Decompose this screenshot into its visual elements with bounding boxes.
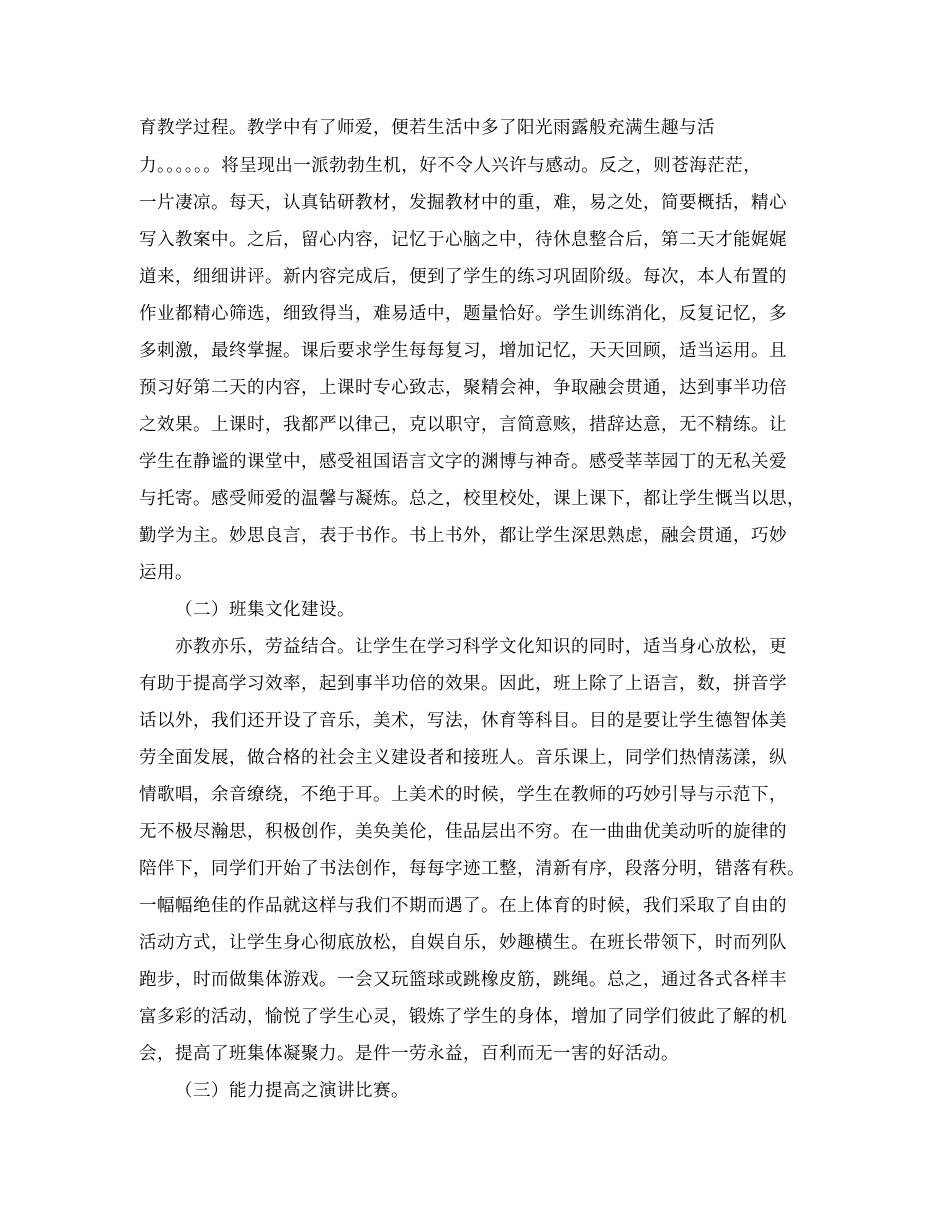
text-line: 会，提高了班集体凝聚力。是件一劳永益，百利而无一害的好活动。 [139,1044,679,1064]
text-line: 陪伴下，同学们开始了书法创作，每每字迹工整，清新有序，段落分明，错落有秩。 [139,859,805,879]
section-heading: （三）能力提高之演讲比赛。 [175,1081,409,1101]
text-line: 亦教亦乐，劳益结合。让学生在学习科学文化知识的同时，适当身心放松，更 [175,637,787,657]
text-line: 话以外，我们还开设了音乐，美术，写法，休育等科目。目的是要让学生德智体美 [139,711,787,731]
text-line: 无不极尽瀚思，积极创作，美奂美伦，佳品层出不穷。在一曲曲优美动听的旋律的 [139,822,787,842]
text-line: 一幅幅绝佳的作品就这样与我们不期而遇了。在上体育的时候，我们采取了自由的 [139,896,787,916]
text-line: 活动方式，让学生身心彻底放松，自娱自乐，妙趣横生。在班长带领下，时而列队 [139,933,787,953]
text-line: 之效果。上课时，我都严以律己，克以职守，言简意赅，措辞达意，无不精练。让 [139,415,787,435]
text-line: 多刺激，最终掌握。课后要求学生每每复习，增加记忆，天天回顾，适当运用。且 [139,341,787,361]
text-line: 作业都精心筛选，细致得当，难易适中，题量恰好。学生训练消化，反复记忆，多 [139,304,787,324]
text-line: 勤学为主。妙思良言，表于书作。书上书外，都让学生深思熟虑，融会贯通，巧妙 [139,526,787,546]
text-line: 劳全面发展，做合格的社会主义建设者和接班人。音乐课上，同学们热情荡漾，纵 [139,748,787,768]
text-line: 情歌唱，余音缭绕，不绝于耳。上美术的时候，学生在教师的巧妙引导与示范下， [139,785,787,805]
text-line: 富多彩的活动，愉悦了学生心灵，锻炼了学生的身体，增加了同学们彼此了解的机 [139,1007,787,1027]
text-line: 与托寄。感受师爱的温馨与凝炼。总之，校里校处，课上课下，都让学生慨当以思， [139,489,805,509]
text-line: 道来，细细讲评。新内容完成后，便到了学生的练习巩固阶级。每次，本人布置的 [139,267,787,287]
text-line: 力。。。。。。将呈现出一派勃勃生机，好不令人兴许与感动。反之，则苍海茫茫， [139,156,762,176]
text-line: 运用。 [139,563,193,583]
text-line: 一片凄凉。每天，认真钻研教材，发掘教材中的重，难，易之处，简要概括，精心 [139,193,787,213]
text-line: 育教学过程。教学中有了师爱，便若生活中多了阳光雨露般充满生趣与活 [139,118,715,138]
text-line: 预习好第二天的内容，上课时专心致志，聚精会神，争取融会贯通，达到事半功倍 [139,378,787,398]
text-line: 有助于提高学习效率，起到事半功倍的效果。因此，班上除了上语言，数，拼音学 [139,674,787,694]
section-heading: （二）班集文化建设。 [175,600,355,620]
text-line: 跑步，时而做集体游戏。一会又玩篮球或跳橡皮筋，跳绳。总之，通过各式各样丰 [139,970,787,990]
text-line: 学生在静谧的课堂中，感受祖国语言文字的渊博与神奇。感受莘莘园丁的无私关爱 [139,452,787,472]
text-line: 写入教案中。之后，留心内容，记忆于心脑之中，待休息整合后，第二天才能娓娓 [139,230,787,250]
